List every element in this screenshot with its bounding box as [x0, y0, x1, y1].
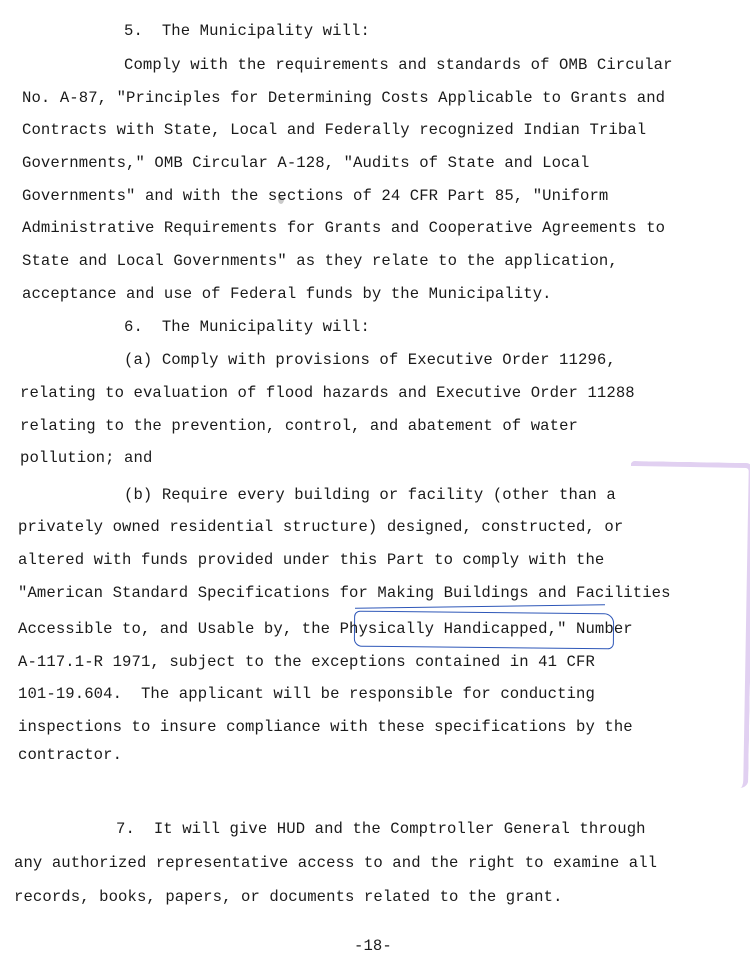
pen-underline-annotation	[355, 604, 605, 608]
margin-bracket-annotation	[625, 461, 750, 788]
section-6b-line: (b) Require every building or facility (other than a	[124, 486, 616, 504]
section-6b-line: "American Standard Specifications for Making Buildings and Facilities	[18, 584, 671, 602]
section-6a-line: pollution; and	[20, 449, 153, 467]
section-7-line: records, books, papers, or documents related to the grant.	[14, 888, 563, 906]
section-6a-line: relating to evaluation of flood hazards and Executive Order 11288	[20, 384, 635, 402]
section-7-line: any authorized representative access to and the right to examine all	[14, 854, 658, 872]
section-6a-line: (a) Comply with provisions of Executive Order 11296,	[124, 351, 616, 369]
section-6b-line: contractor.	[18, 746, 123, 764]
section-6b-line: altered with funds provided under this Part to comply with the	[18, 551, 605, 569]
section-5-line: Governments," OMB Circular A-128, "Audits of State and Local	[22, 154, 590, 172]
section-5-line: Contracts with State, Local and Federally recognized Indian Tribal	[22, 121, 647, 139]
section-5-line: acceptance and use of Federal funds by the Municipality.	[22, 285, 552, 303]
section-5-heading: 5. The Municipality will:	[124, 22, 370, 40]
section-6-heading: 6. The Municipality will:	[124, 318, 370, 336]
section-6b-line: A-117.1-R 1971, subject to the exceptions contained in 41 CFR	[18, 653, 595, 671]
section-5-line: Governments" and with the sections of 24 CFR Part 85, "Uniform	[22, 187, 609, 205]
section-5-line: Administrative Requirements for Grants and Cooperative Agreements to	[22, 219, 666, 237]
section-6b-line: Accessible to, and Usable by, the Physically Handicapped," Number	[18, 620, 633, 638]
section-6b-line: privately owned residential structure) designed, constructed, or	[18, 518, 624, 536]
section-5-line: No. A-87, "Principles for Determining Costs Applicable to Grants and	[22, 89, 666, 107]
section-6b-line: inspections to insure compliance with these specifications by the	[18, 718, 633, 736]
section-6a-line: relating to the prevention, control, and abatement of water	[20, 417, 579, 435]
section-5-line: Comply with the requirements and standards of OMB Circular	[124, 56, 673, 74]
section-5-line: State and Local Governments" as they relate to the application,	[22, 252, 618, 270]
page-number: -18-	[354, 937, 392, 955]
section-7-line: 7. It will give HUD and the Comptroller General through	[116, 820, 646, 838]
section-6b-line: 101-19.604. The applicant will be responsible for conducting	[18, 685, 595, 703]
